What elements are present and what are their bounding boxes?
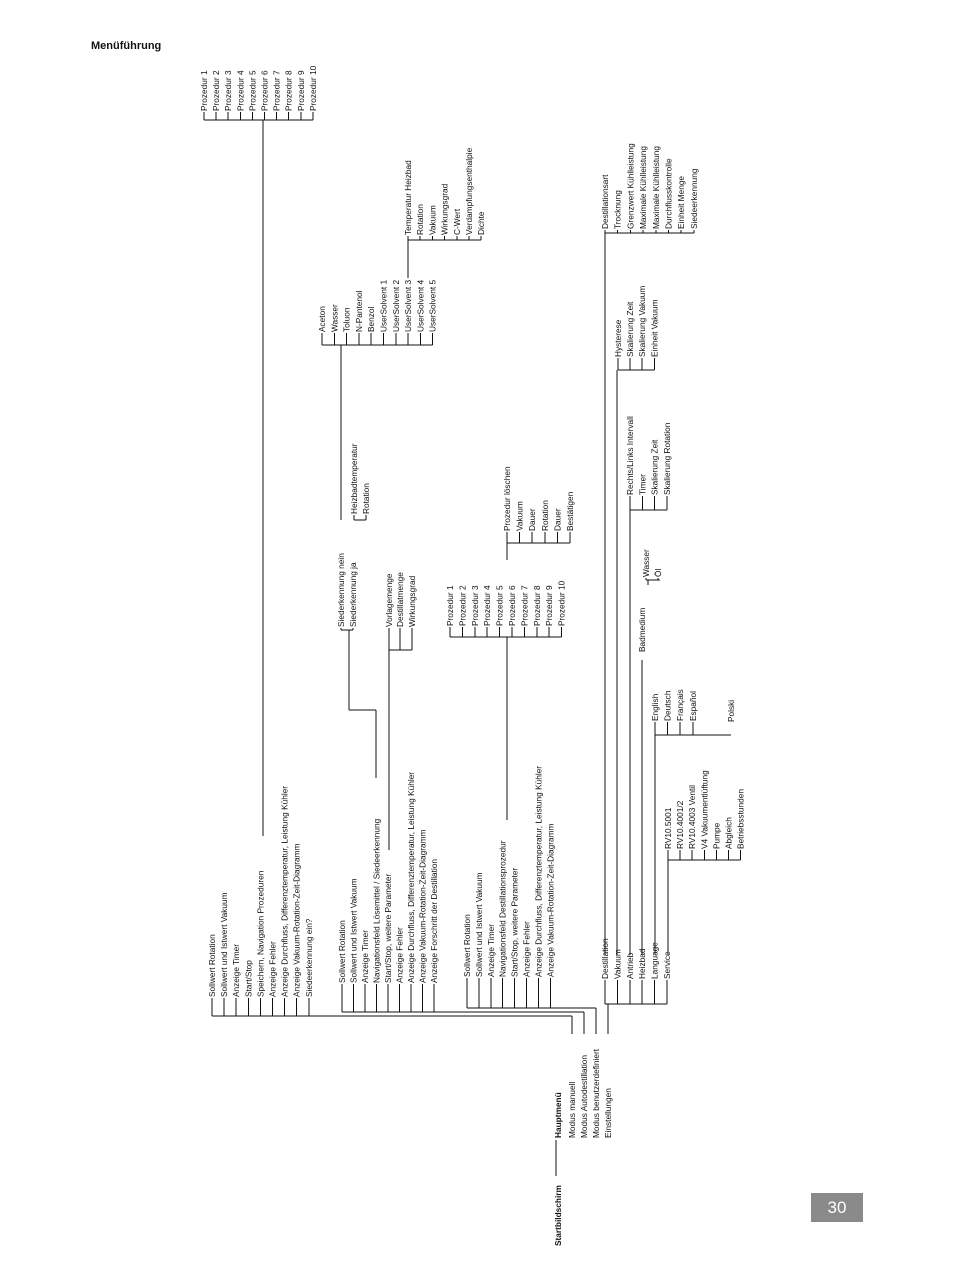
solvent-param: Dichte xyxy=(476,211,487,235)
manual-item: Anzeige Timer xyxy=(231,943,242,997)
antrieb-setting: Skalierung Zeit xyxy=(649,439,660,495)
custom-item: Sollwert und Istwert Vakuum xyxy=(473,872,484,977)
solvent-param: C-Wert xyxy=(451,208,462,235)
destillation-setting: Siedeerkennung xyxy=(688,168,699,229)
destillation-setting: Destillationsart xyxy=(600,174,610,229)
solvent: N-Pantenol xyxy=(353,290,364,332)
badmedium-option: Wasser xyxy=(641,549,651,577)
settings-item: Service xyxy=(662,951,672,979)
manual-procedure: Prozedur 2 xyxy=(211,70,222,111)
auto-item: Sollwert Rotation xyxy=(337,920,347,983)
antrieb-setting: Rechts/Links Intervall xyxy=(625,416,635,495)
main-menu-item: Einstellungen xyxy=(603,1088,613,1138)
boiling-detection-option: Siederkennung ja xyxy=(348,562,358,627)
solvent-param: Temperatur Heizbad xyxy=(403,160,413,235)
custom-procedure: Prozedur 8 xyxy=(531,585,542,626)
heizbad-setting: Badmedium xyxy=(637,607,647,652)
manual-procedure: Prozedur 9 xyxy=(295,70,306,111)
solvent: UserSolvent 2 xyxy=(390,279,401,332)
solvent: Wasser xyxy=(329,304,340,332)
manual-item: Start/Stop xyxy=(243,960,254,997)
manual-procedure: Prozedur 5 xyxy=(247,70,258,111)
auto-item: Anzeige Forschritt der Destillation xyxy=(429,858,439,983)
root-label: Startbildschirm xyxy=(553,1185,563,1246)
service-setting: Betriebsstunden xyxy=(735,789,746,849)
service-setting: RV10.4003 Ventil xyxy=(687,785,698,849)
solvent-param: Wirkungsgrad xyxy=(439,183,450,235)
vakuum-setting: Einheit Vakuum xyxy=(649,299,660,357)
main-menu-title: Hauptmenü xyxy=(553,1092,563,1138)
manual-item: Anzeige Durchfluss, Differenztemperatur, Leistung Kühler xyxy=(279,785,290,997)
custom-procedure-param: Bestätigen xyxy=(565,491,575,531)
auto-item: Sollwert und Istwert Vakuum xyxy=(348,878,359,983)
settings-item: Antrieb xyxy=(624,952,635,979)
manual-procedure: Prozedur 7 xyxy=(271,70,282,111)
service-setting: RV10.4001/2 xyxy=(675,800,686,849)
custom-procedure-param: Rotation xyxy=(539,500,550,531)
auto-param: Destillatmenge xyxy=(395,572,405,627)
manual-item: Sollwert und Istwert Vakuum xyxy=(219,892,230,997)
custom-item: Anzeige Timer xyxy=(485,923,496,977)
destillation-setting: Einheit Menge xyxy=(676,175,687,229)
manual-item: Sollwert Rotation xyxy=(207,934,217,997)
auto-item: Start/Stop, weitere Parameter xyxy=(383,873,393,983)
language-option: Français xyxy=(675,689,686,721)
manual-item: Anzeige Vakuum-Rotation-Zeit-Diagramm xyxy=(291,843,302,997)
auto-item: Anzeige Fehler xyxy=(394,927,405,983)
auto-item: Navigationsfeld Lösemittel / Siedeerkennung xyxy=(371,818,382,983)
language-option: English xyxy=(650,693,660,721)
service-setting: Abgleich xyxy=(723,817,734,849)
auto-param: Vorlagemenge xyxy=(384,573,394,627)
language-option: Polski xyxy=(726,699,736,722)
manual-procedure: Prozedur 4 xyxy=(235,70,246,111)
settings-item: Destillation xyxy=(600,938,610,979)
main-menu-item: Modus benutzerdefiniert xyxy=(591,1048,601,1138)
solvent-param: Rotation xyxy=(415,204,426,235)
custom-item: Start/Stop, weitere Parameter xyxy=(509,867,520,977)
custom-procedure: Prozedur 1 xyxy=(445,585,455,626)
vakuum-setting: Hysterese xyxy=(613,319,623,357)
solvent-param: Vakuum xyxy=(427,205,438,235)
main-menu-item: Modus Autodestillation xyxy=(579,1054,589,1138)
settings-item: Heizbad xyxy=(637,948,648,979)
auto-item: Anzeige Durchfluss, Differenztemperatur, Leistung Kühler xyxy=(406,771,416,983)
solvent: UserSolvent 1 xyxy=(378,279,389,332)
destillation-setting: Grenzwert Kühlleistung xyxy=(625,143,636,229)
custom-procedure: Prozedur 3 xyxy=(469,585,480,626)
service-setting: V4 Vakuumentlüftung xyxy=(699,770,710,849)
manual-procedure: Prozedur 3 xyxy=(223,70,234,111)
custom-item: Sollwert Rotation xyxy=(462,914,472,977)
custom-item: Anzeige Fehler xyxy=(521,921,532,977)
settings-item: Vakuum xyxy=(612,949,623,979)
custom-procedure: Prozedur 6 xyxy=(507,585,517,626)
settings-item: Language xyxy=(649,942,660,979)
service-setting: Pumpe xyxy=(711,822,722,849)
solvent: UserSolvent 5 xyxy=(427,279,438,332)
solvent: UserSolvent 3 xyxy=(403,279,414,332)
destillation-setting: Trocknung xyxy=(612,190,623,229)
antrieb-setting: Skalierung Rotation xyxy=(661,422,672,495)
custom-procedure-param: Vakuum xyxy=(514,501,525,531)
auto-param: Wirkungsgrad xyxy=(407,575,417,627)
custom-procedure: Prozedur 2 xyxy=(457,585,468,626)
custom-procedure: Prozedur 10 xyxy=(556,580,567,626)
manual-item: Anzeige Fehler xyxy=(267,941,278,997)
custom-procedure: Prozedur 4 xyxy=(482,585,493,626)
custom-item: Anzeige Durchfluss, Differenztemperatur, Leistung Kühler xyxy=(533,765,544,977)
custom-procedure-param: Dauer xyxy=(552,508,563,531)
antrieb-setting: Timer xyxy=(637,474,648,495)
language-option: Deutsch xyxy=(662,690,673,721)
custom-procedure-param: Prozedur löschen xyxy=(502,466,512,531)
solvent-param: Verdampfungsenthalpie xyxy=(464,147,474,235)
custom-item: Navigationsfeld Destillationsprozedur xyxy=(497,840,508,977)
custom-procedure: Prozedur 7 xyxy=(519,585,530,626)
auto-item: Anzeige Vakuum-Rotation-Zeit-Diagramm xyxy=(417,829,428,983)
main-menu-item: Modus manuell xyxy=(567,1081,577,1138)
solvent: Aceton xyxy=(317,306,327,332)
solvent: UserSolvent 4 xyxy=(415,279,426,332)
page-title: Menüführung xyxy=(91,40,162,52)
custom-procedure: Prozedur 9 xyxy=(544,585,555,626)
vakuum-setting: Skalierung Vakuum xyxy=(637,285,648,357)
custom-procedure-param: Dauer xyxy=(527,508,538,531)
destillation-setting: Maximale Kühlleistung xyxy=(638,145,649,229)
boiling-no-param: Rotation xyxy=(361,483,371,514)
service-setting: RV10.5001 xyxy=(663,807,673,849)
manual-procedure: Prozedur 6 xyxy=(259,70,270,111)
manual-item: Speichern, Navigation Prozeduren xyxy=(255,870,266,997)
language-option: Español xyxy=(687,691,698,721)
solvent: Toluon xyxy=(341,307,352,332)
manual-item: Siedeerkennung ein? xyxy=(303,918,314,997)
boiling-detection-option: Siederkennung nein xyxy=(336,553,346,627)
custom-procedure: Prozedur 5 xyxy=(494,585,505,626)
manual-procedure: Prozedur 1 xyxy=(199,70,209,111)
manual-procedure: Prozedur 10 xyxy=(307,65,318,111)
destillation-setting: Maximale Kühlleistung xyxy=(650,145,661,229)
custom-item: Anzeige Vakuum-Rotation-Zeit-Diagramm xyxy=(545,823,556,977)
vakuum-setting: Skalierung Zeit xyxy=(625,301,636,357)
auto-item: Anzeige Timer xyxy=(360,929,370,983)
destillation-setting: Durchflusskontrolle xyxy=(663,158,674,229)
boiling-no-param: Heizbadtemperatur xyxy=(349,443,359,514)
badmedium-option: Öl xyxy=(653,568,663,577)
page-number: 30 xyxy=(811,1193,863,1222)
manual-procedure: Prozedur 8 xyxy=(283,70,294,111)
solvent: Benzol xyxy=(366,306,377,332)
